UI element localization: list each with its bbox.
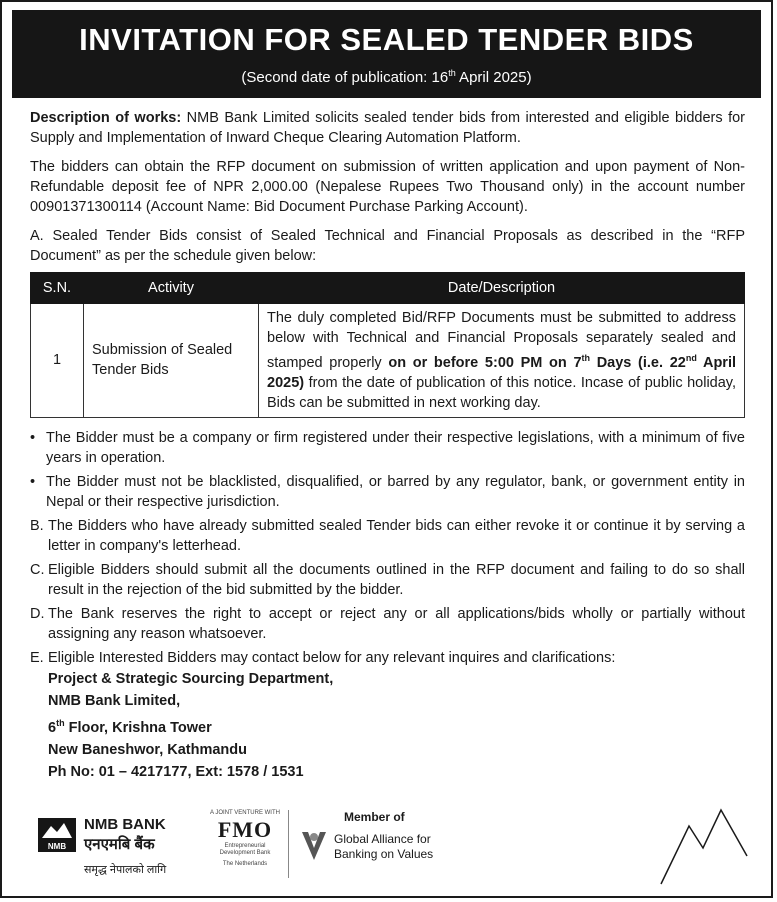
description-label: Description of works: bbox=[30, 110, 182, 126]
header-sn: S.N. bbox=[31, 273, 84, 304]
desc-sup-1: th bbox=[581, 353, 591, 363]
list-item bbox=[30, 604, 745, 644]
footer-divider bbox=[288, 810, 289, 878]
schedule-table bbox=[30, 272, 745, 418]
footer-logos bbox=[30, 804, 749, 888]
fmo-country: The Netherlands bbox=[222, 861, 268, 867]
contact-address bbox=[30, 668, 745, 783]
floor-number: 6 bbox=[48, 719, 57, 736]
address-department: Project & Strategic Sourcing Department, bbox=[48, 670, 334, 687]
mountain-icon bbox=[659, 804, 749, 893]
bullet-icon: • bbox=[30, 473, 36, 490]
notice-body bbox=[2, 98, 771, 783]
nmb-tagline: समृद्ध नेपालको लागि bbox=[84, 864, 167, 876]
nmb-name-nepali: एनएमबि बैंक bbox=[84, 836, 155, 853]
desc-text-1: The duly completed Bid/RFP Documents must be submitted to address below with Technical and Financial Proposals separately sealed and stamped properly bbox=[267, 310, 736, 371]
address-floor bbox=[48, 712, 745, 739]
svg-text:NMB: NMB bbox=[47, 842, 67, 851]
notice-header bbox=[12, 10, 761, 98]
alliance-name: Global Alliance for Banking on Values bbox=[334, 832, 434, 861]
fmo-top-text: A JOINT VENTURE WITH bbox=[210, 810, 280, 816]
rfp-paragraph: The bidders can obtain the RFP document on submission of written application and upon payment of Non-Refundable deposit fee of NPR 2,000.00 (Nepalese Rupees Two Thousand only) in the account number 00901371300114 (Account Name: Bid Document Purchase Parking Account). bbox=[30, 159, 745, 215]
list-item bbox=[30, 560, 745, 600]
address-city: New Baneshwor, Kathmandu bbox=[48, 741, 248, 758]
item-label: E. bbox=[30, 649, 44, 666]
bullet-text: The Bidder must not be blacklisted, disqualified, or barred by any regulator, bank, or government entity in Nepal or their respective jurisdiction. bbox=[46, 473, 745, 510]
member-of-label: Member of bbox=[344, 810, 405, 824]
eligibility-bullets bbox=[30, 428, 745, 512]
item-text: The Bank reserves the right to accept or reject any or all applications/bids wholly or partially without assigning any reason whatsoever. bbox=[48, 605, 745, 642]
fmo-sub: Entrepreneurial Development Bank bbox=[219, 843, 271, 856]
floor-rest: Floor, Krishna Tower bbox=[64, 719, 212, 736]
bullet-text: The Bidder must be a company or firm registered under their respective legislations, with a minimum of five years in operation. bbox=[46, 429, 745, 466]
item-label: D. bbox=[30, 605, 45, 622]
header-activity: Activity bbox=[84, 273, 259, 304]
nmb-logo-icon bbox=[38, 818, 76, 852]
gabv-icon bbox=[300, 828, 328, 867]
fmo-name: FMO bbox=[217, 817, 273, 842]
list-item bbox=[30, 472, 745, 512]
item-text: The Bidders who have already submitted sealed Tender bids can either revoke it or continue it by serving a letter in company's letterhead. bbox=[48, 517, 745, 554]
item-label: C. bbox=[30, 561, 45, 578]
cell-activity: Submission of Sealed Tender Bids bbox=[84, 304, 259, 418]
address-phone: Ph No: 01 – 4217177, Ext: 1578 / 1531 bbox=[48, 763, 304, 780]
desc-bold-2: Days (i.e. 22 bbox=[590, 354, 686, 371]
fmo-logo bbox=[210, 810, 280, 868]
notice-title: INVITATION FOR SEALED TENDER BIDS bbox=[79, 22, 694, 57]
section-a: A. Sealed Tender Bids consist of Sealed Technical and Financial Proposals as described in the “RFP Document” as per the schedule given below: bbox=[30, 228, 745, 264]
item-text: Eligible Interested Bidders may contact below for any relevant inquires and clarifications: bbox=[48, 649, 616, 666]
subtitle-sup: th bbox=[448, 68, 456, 78]
item-text: Eligible Bidders should submit all the documents outlined in the RFP document and failing to do so shall result in the rejection of the bid submitted by the bidder. bbox=[48, 561, 745, 598]
header-date-description: Date/Description bbox=[259, 273, 745, 304]
table-header-row bbox=[31, 273, 745, 304]
list-item bbox=[30, 648, 745, 668]
list-item bbox=[30, 516, 745, 556]
desc-text-2: from the date of publication of this notice. Incase of public holiday, Bids can be submitted in next working day. bbox=[267, 374, 736, 411]
cell-description bbox=[259, 304, 745, 418]
notice-subtitle bbox=[12, 62, 761, 89]
desc-bold-1: on or before 5:00 PM on 7 bbox=[388, 354, 582, 371]
floor-sup: th bbox=[56, 717, 65, 728]
list-item bbox=[30, 428, 745, 468]
cell-sn: 1 bbox=[31, 304, 84, 418]
subtitle-suffix: April 2025) bbox=[455, 69, 532, 86]
description-text: NMB Bank Limited solicits sealed tender bids from interested and eligible bidders for Supply and Implementation of Inward Cheque Clearing Automation Platform. bbox=[30, 110, 745, 146]
address-bank: NMB Bank Limited, bbox=[48, 692, 181, 709]
desc-sup-2: nd bbox=[685, 353, 697, 363]
item-label: B. bbox=[30, 517, 44, 534]
description-paragraph bbox=[30, 108, 745, 148]
nmb-name: NMB BANK bbox=[84, 816, 166, 833]
bullet-icon: • bbox=[30, 429, 36, 446]
table-row bbox=[31, 304, 745, 418]
desc-bold-3: April 2025) bbox=[267, 354, 736, 391]
subtitle-text: (Second date of publication: 16 bbox=[241, 69, 449, 86]
